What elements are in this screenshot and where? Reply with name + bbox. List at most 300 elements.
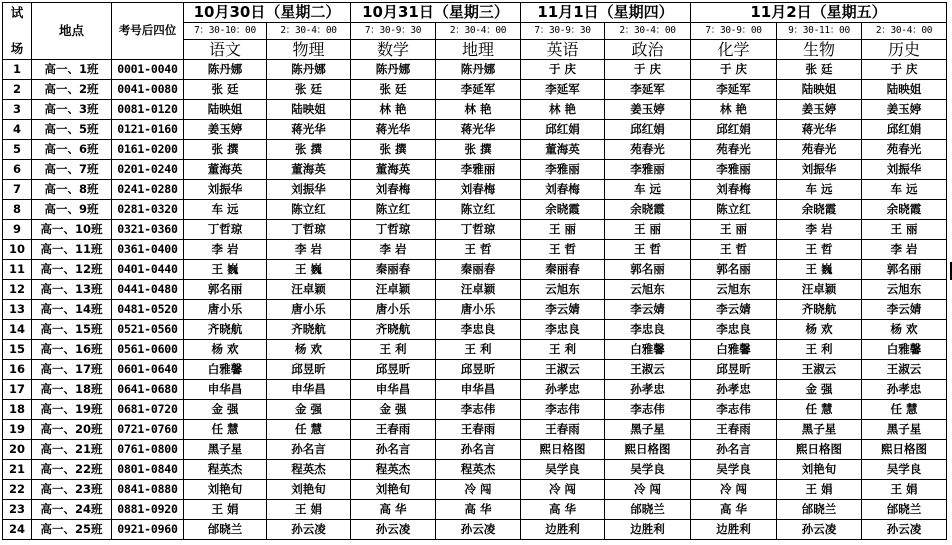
proctor-cell: 李雅丽 xyxy=(436,160,521,180)
proctor-cell: 刘艳旬 xyxy=(184,480,267,500)
proctor-cell: 程英杰 xyxy=(436,460,521,480)
proctor-cell: 冷 闯 xyxy=(521,480,605,500)
proctor-cell: 云旭东 xyxy=(862,280,947,300)
proctor-cell: 王春雨 xyxy=(521,420,605,440)
exam-range-cell: 0921-0960 xyxy=(112,520,184,540)
room-number-cell: 6 xyxy=(3,160,32,180)
exam-range-cell: 0601-0640 xyxy=(112,360,184,380)
session-time: 2：30-4：00 xyxy=(862,23,947,40)
proctor-cell: 程英杰 xyxy=(267,460,351,480)
exam-range-cell: 0241-0280 xyxy=(112,180,184,200)
proctor-cell: 陈丹娜 xyxy=(351,60,436,80)
location-cell: 高一、11班 xyxy=(32,240,112,260)
table-row xyxy=(3,140,947,160)
proctor-cell: 李 岩 xyxy=(862,240,947,260)
table-row xyxy=(3,300,947,320)
location-cell: 高一、17班 xyxy=(32,360,112,380)
proctor-cell: 李 岩 xyxy=(267,240,351,260)
proctor-cell: 张 撰 xyxy=(267,140,351,160)
proctor-cell: 张 廷 xyxy=(184,80,267,100)
proctor-cell: 高 华 xyxy=(436,500,521,520)
proctor-cell: 冷 闯 xyxy=(605,480,691,500)
proctor-cell: 蒋光华 xyxy=(777,120,862,140)
proctor-cell: 李忠良 xyxy=(605,320,691,340)
proctor-cell: 王淑云 xyxy=(777,360,862,380)
proctor-cell: 孙孝忠 xyxy=(691,380,777,400)
room-number-cell: 17 xyxy=(3,380,32,400)
session-time: 2：30-4：00 xyxy=(436,23,521,40)
table-row xyxy=(3,80,947,100)
proctor-cell: 高 华 xyxy=(351,500,436,520)
proctor-cell: 郭名丽 xyxy=(184,280,267,300)
proctor-cell: 云旭东 xyxy=(605,280,691,300)
proctor-cell: 申华昌 xyxy=(184,380,267,400)
proctor-cell: 吴学良 xyxy=(691,460,777,480)
exam-range-cell: 0521-0560 xyxy=(112,320,184,340)
proctor-cell: 丁哲琼 xyxy=(267,220,351,240)
exam-range-cell: 0641-0680 xyxy=(112,380,184,400)
proctor-cell: 车 远 xyxy=(605,180,691,200)
header-room-number: 试 场 xyxy=(3,3,32,60)
proctor-cell: 邰晓兰 xyxy=(605,500,691,520)
proctor-cell: 李云婧 xyxy=(862,300,947,320)
exam-range-cell: 0041-0080 xyxy=(112,80,184,100)
proctor-cell: 林 艳 xyxy=(521,100,605,120)
proctor-cell: 白雅馨 xyxy=(605,340,691,360)
proctor-cell: 齐晓航 xyxy=(777,300,862,320)
table-row xyxy=(3,500,947,520)
header-date-day2: 10月31日（星期三） xyxy=(351,3,521,23)
proctor-cell: 邰晓兰 xyxy=(862,500,947,520)
proctor-cell: 唐小乐 xyxy=(267,300,351,320)
proctor-cell: 李志伟 xyxy=(436,400,521,420)
proctor-cell: 李志伟 xyxy=(521,400,605,420)
proctor-cell: 刘艳旬 xyxy=(267,480,351,500)
exam-range-cell: 0161-0200 xyxy=(112,140,184,160)
location-cell: 高一、12班 xyxy=(32,260,112,280)
table-row xyxy=(3,400,947,420)
session-subject: 历史 xyxy=(862,40,947,60)
proctor-cell: 陈丹娜 xyxy=(267,60,351,80)
proctor-cell: 孙名言 xyxy=(351,440,436,460)
proctor-cell: 李雅丽 xyxy=(521,160,605,180)
proctor-cell: 李云婧 xyxy=(605,300,691,320)
proctor-cell: 熙日格图 xyxy=(777,440,862,460)
location-cell: 高一、23班 xyxy=(32,480,112,500)
location-cell: 高一、9班 xyxy=(32,200,112,220)
proctor-cell: 余晓霞 xyxy=(521,200,605,220)
proctor-cell: 边胜利 xyxy=(691,520,777,540)
session-subject: 英语 xyxy=(521,40,605,60)
room-number-cell: 23 xyxy=(3,500,32,520)
header-date-day1: 10月30日（星期二） xyxy=(184,3,351,23)
proctor-cell: 余晓霞 xyxy=(862,200,947,220)
proctor-cell: 白雅馨 xyxy=(862,340,947,360)
exam-range-cell: 0201-0240 xyxy=(112,160,184,180)
proctor-cell: 王 娟 xyxy=(267,500,351,520)
session-time: 9：30-11：00 xyxy=(777,23,862,40)
proctor-cell: 王 哲 xyxy=(521,240,605,260)
proctor-cell: 王 哲 xyxy=(777,240,862,260)
proctor-cell: 车 远 xyxy=(862,180,947,200)
proctor-cell: 姜玉婷 xyxy=(184,120,267,140)
proctor-cell: 黑子星 xyxy=(862,420,947,440)
table-row xyxy=(3,240,947,260)
proctor-cell: 孙云凌 xyxy=(436,520,521,540)
room-number-cell: 7 xyxy=(3,180,32,200)
session-subject: 语文 xyxy=(184,40,267,60)
proctor-cell: 王 丽 xyxy=(862,220,947,240)
proctor-cell: 熙日格图 xyxy=(605,440,691,460)
location-cell: 高一、22班 xyxy=(32,460,112,480)
exam-range-cell: 0801-0840 xyxy=(112,460,184,480)
exam-range-cell: 0681-0720 xyxy=(112,400,184,420)
proctor-cell: 秦丽春 xyxy=(351,260,436,280)
proctor-cell: 杨 欢 xyxy=(267,340,351,360)
proctor-cell: 孙孝忠 xyxy=(521,380,605,400)
location-cell: 高一、1班 xyxy=(32,60,112,80)
proctor-cell: 唐小乐 xyxy=(436,300,521,320)
proctor-cell: 程英杰 xyxy=(184,460,267,480)
proctor-cell: 张 廷 xyxy=(777,60,862,80)
location-cell: 高一、15班 xyxy=(32,320,112,340)
proctor-cell: 熙日格图 xyxy=(521,440,605,460)
proctor-cell: 李 岩 xyxy=(351,240,436,260)
proctor-cell: 刘振华 xyxy=(184,180,267,200)
proctor-cell: 王 巍 xyxy=(777,260,862,280)
location-cell: 高一、13班 xyxy=(32,280,112,300)
room-number-cell: 10 xyxy=(3,240,32,260)
location-cell: 高一、5班 xyxy=(32,120,112,140)
room-number-cell: 16 xyxy=(3,360,32,380)
proctor-cell: 杨 欢 xyxy=(862,320,947,340)
exam-range-cell: 0841-0880 xyxy=(112,480,184,500)
proctor-cell: 王 利 xyxy=(777,340,862,360)
proctor-cell: 车 远 xyxy=(777,180,862,200)
proctor-cell: 任 慧 xyxy=(777,400,862,420)
location-cell: 高一、7班 xyxy=(32,160,112,180)
proctor-cell: 李忠良 xyxy=(691,320,777,340)
proctor-cell: 邱红娟 xyxy=(605,120,691,140)
room-number-cell: 19 xyxy=(3,420,32,440)
proctor-cell: 王春雨 xyxy=(351,420,436,440)
proctor-cell: 王 利 xyxy=(521,340,605,360)
exam-proctor-schedule-table xyxy=(2,2,947,540)
table-row xyxy=(3,440,947,460)
room-number-cell: 15 xyxy=(3,340,32,360)
proctor-cell: 汪卓颖 xyxy=(351,280,436,300)
proctor-cell: 孙云凌 xyxy=(351,520,436,540)
session-time: 2：30-4：00 xyxy=(267,23,351,40)
proctor-cell: 王 娟 xyxy=(862,480,947,500)
room-number-cell: 4 xyxy=(3,120,32,140)
header-location: 地点 xyxy=(32,3,112,60)
proctor-cell: 余晓霞 xyxy=(777,200,862,220)
location-cell: 高一、16班 xyxy=(32,340,112,360)
exam-range-cell: 0881-0920 xyxy=(112,500,184,520)
proctor-cell: 李延军 xyxy=(436,80,521,100)
proctor-cell: 李云婧 xyxy=(691,300,777,320)
proctor-cell: 汪卓颖 xyxy=(436,280,521,300)
session-time: 7：30-9：30 xyxy=(351,23,436,40)
proctor-cell: 王淑云 xyxy=(605,360,691,380)
session-subject: 政治 xyxy=(605,40,691,60)
table-row xyxy=(3,120,947,140)
location-cell: 高一、24班 xyxy=(32,500,112,520)
location-cell: 高一、8班 xyxy=(32,180,112,200)
header-row-dates xyxy=(3,3,947,23)
table-row xyxy=(3,260,947,280)
proctor-cell: 邱昱昕 xyxy=(351,360,436,380)
room-number-cell: 9 xyxy=(3,220,32,240)
proctor-cell: 边胜利 xyxy=(521,520,605,540)
proctor-cell: 高 华 xyxy=(521,500,605,520)
session-subject: 生物 xyxy=(777,40,862,60)
proctor-cell: 金 强 xyxy=(351,400,436,420)
proctor-cell: 王 丽 xyxy=(521,220,605,240)
proctor-cell: 任 慧 xyxy=(267,420,351,440)
proctor-cell: 黑子星 xyxy=(605,420,691,440)
proctor-cell: 金 强 xyxy=(777,380,862,400)
room-number-cell: 18 xyxy=(3,400,32,420)
proctor-cell: 任 慧 xyxy=(862,400,947,420)
room-number-cell: 24 xyxy=(3,520,32,540)
proctor-cell: 苑春光 xyxy=(777,140,862,160)
proctor-cell: 陈丹娜 xyxy=(436,60,521,80)
location-cell: 高一、20班 xyxy=(32,420,112,440)
table-row xyxy=(3,320,947,340)
proctor-cell: 张 廷 xyxy=(351,80,436,100)
session-time: 7：30-9：00 xyxy=(691,23,777,40)
session-time: 2：30-4：00 xyxy=(605,23,691,40)
location-cell: 高一、10班 xyxy=(32,220,112,240)
proctor-cell: 孙名言 xyxy=(691,440,777,460)
proctor-cell: 陈立红 xyxy=(691,200,777,220)
exam-range-cell: 0761-0800 xyxy=(112,440,184,460)
proctor-cell: 王 利 xyxy=(436,340,521,360)
proctor-cell: 李云婧 xyxy=(521,300,605,320)
room-number-cell: 8 xyxy=(3,200,32,220)
proctor-cell: 齐晓航 xyxy=(351,320,436,340)
proctor-cell: 孙孝忠 xyxy=(605,380,691,400)
proctor-cell: 李延军 xyxy=(521,80,605,100)
proctor-cell: 申华昌 xyxy=(267,380,351,400)
proctor-cell: 邱红娟 xyxy=(691,120,777,140)
header-date-day4: 11月2日（星期五） xyxy=(691,3,947,23)
proctor-cell: 李 岩 xyxy=(184,240,267,260)
table-row xyxy=(3,100,947,120)
proctor-cell: 程英杰 xyxy=(351,460,436,480)
proctor-cell: 秦丽春 xyxy=(521,260,605,280)
table-row xyxy=(3,420,947,440)
location-cell: 高一、25班 xyxy=(32,520,112,540)
table-row xyxy=(3,60,947,80)
proctor-cell: 黑子星 xyxy=(777,420,862,440)
proctor-cell: 李志伟 xyxy=(605,400,691,420)
proctor-cell: 金 强 xyxy=(184,400,267,420)
proctor-cell: 苑春光 xyxy=(691,140,777,160)
table-row xyxy=(3,520,947,540)
proctor-cell: 董海英 xyxy=(184,160,267,180)
proctor-cell: 陆映姐 xyxy=(862,80,947,100)
proctor-cell: 陈丹娜 xyxy=(184,60,267,80)
proctor-cell: 王春雨 xyxy=(691,420,777,440)
table-row xyxy=(3,460,947,480)
proctor-cell: 王淑云 xyxy=(862,360,947,380)
proctor-cell: 陈立红 xyxy=(267,200,351,220)
proctor-cell: 刘春梅 xyxy=(436,180,521,200)
proctor-cell: 陆映姐 xyxy=(184,100,267,120)
proctor-cell: 任 慧 xyxy=(184,420,267,440)
proctor-cell: 王 丽 xyxy=(691,220,777,240)
proctor-cell: 邱红娟 xyxy=(862,120,947,140)
location-cell: 高一、6班 xyxy=(32,140,112,160)
header-exam-number: 考号后四位 xyxy=(112,3,184,60)
proctor-cell: 蒋光华 xyxy=(351,120,436,140)
proctor-cell: 于 庆 xyxy=(605,60,691,80)
exam-range-cell: 0321-0360 xyxy=(112,220,184,240)
proctor-cell: 李延军 xyxy=(691,80,777,100)
proctor-cell: 李 岩 xyxy=(777,220,862,240)
proctor-cell: 车 远 xyxy=(184,200,267,220)
location-cell: 高一、18班 xyxy=(32,380,112,400)
proctor-cell: 郭名丽 xyxy=(862,260,947,280)
proctor-cell: 汪卓颖 xyxy=(267,280,351,300)
exam-range-cell: 0281-0320 xyxy=(112,200,184,220)
location-cell: 高一、2班 xyxy=(32,80,112,100)
proctor-cell: 王 丽 xyxy=(605,220,691,240)
proctor-cell: 杨 欢 xyxy=(184,340,267,360)
proctor-cell: 申华昌 xyxy=(436,380,521,400)
proctor-cell: 李延军 xyxy=(605,80,691,100)
proctor-cell: 林 艳 xyxy=(436,100,521,120)
proctor-cell: 蒋光华 xyxy=(436,120,521,140)
proctor-cell: 申华昌 xyxy=(351,380,436,400)
proctor-cell: 王 哲 xyxy=(436,240,521,260)
room-number-cell: 5 xyxy=(3,140,32,160)
proctor-cell: 陈立红 xyxy=(351,200,436,220)
proctor-cell: 丁哲琼 xyxy=(351,220,436,240)
proctor-cell: 李雅丽 xyxy=(605,160,691,180)
proctor-cell: 白雅馨 xyxy=(184,360,267,380)
proctor-cell: 熙日格图 xyxy=(862,440,947,460)
table-row xyxy=(3,360,947,380)
session-subject: 数学 xyxy=(351,40,436,60)
room-number-cell: 3 xyxy=(3,100,32,120)
proctor-cell: 冷 闯 xyxy=(691,480,777,500)
proctor-cell: 刘艳旬 xyxy=(777,460,862,480)
table-row xyxy=(3,340,947,360)
proctor-cell: 王 巍 xyxy=(184,260,267,280)
table-row xyxy=(3,220,947,240)
room-number-cell: 13 xyxy=(3,300,32,320)
proctor-cell: 陈立红 xyxy=(436,200,521,220)
session-subject: 化学 xyxy=(691,40,777,60)
proctor-cell: 李雅丽 xyxy=(691,160,777,180)
proctor-cell: 邰晓兰 xyxy=(777,500,862,520)
proctor-cell: 丁哲琼 xyxy=(184,220,267,240)
proctor-cell: 孙云凌 xyxy=(267,520,351,540)
proctor-cell: 余晓霞 xyxy=(605,200,691,220)
exam-range-cell: 0401-0440 xyxy=(112,260,184,280)
exam-range-cell: 0361-0400 xyxy=(112,240,184,260)
proctor-cell: 吴学良 xyxy=(862,460,947,480)
exam-range-cell: 0001-0040 xyxy=(112,60,184,80)
location-cell: 高一、14班 xyxy=(32,300,112,320)
proctor-cell: 王 利 xyxy=(351,340,436,360)
proctor-cell: 蒋光华 xyxy=(267,120,351,140)
proctor-cell: 张 廷 xyxy=(267,80,351,100)
table-row xyxy=(3,200,947,220)
proctor-cell: 刘春梅 xyxy=(691,180,777,200)
proctor-cell: 刘振华 xyxy=(267,180,351,200)
proctor-cell: 邱红娟 xyxy=(521,120,605,140)
proctor-cell: 吴学良 xyxy=(605,460,691,480)
room-number-cell: 1 xyxy=(3,60,32,80)
proctor-cell: 金 强 xyxy=(267,400,351,420)
proctor-cell: 于 庆 xyxy=(521,60,605,80)
room-number-cell: 21 xyxy=(3,460,32,480)
proctor-cell: 孙名言 xyxy=(267,440,351,460)
proctor-cell: 李忠良 xyxy=(521,320,605,340)
location-cell: 高一、21班 xyxy=(32,440,112,460)
proctor-cell: 孙名言 xyxy=(436,440,521,460)
room-number-cell: 11 xyxy=(3,260,32,280)
proctor-cell: 于 庆 xyxy=(691,60,777,80)
location-cell: 高一、19班 xyxy=(32,400,112,420)
proctor-cell: 苑春光 xyxy=(605,140,691,160)
proctor-cell: 刘春梅 xyxy=(521,180,605,200)
session-time: 7：30-9：30 xyxy=(521,23,605,40)
proctor-cell: 冷 闯 xyxy=(436,480,521,500)
proctor-cell: 郭名丽 xyxy=(605,260,691,280)
proctor-cell: 王 巍 xyxy=(267,260,351,280)
proctor-cell: 孙孝忠 xyxy=(862,380,947,400)
proctor-cell: 林 艳 xyxy=(351,100,436,120)
proctor-cell: 云旭东 xyxy=(521,280,605,300)
proctor-cell: 王 哲 xyxy=(691,240,777,260)
proctor-cell: 秦丽春 xyxy=(436,260,521,280)
proctor-cell: 郭名丽 xyxy=(691,260,777,280)
proctor-cell: 邱昱昕 xyxy=(267,360,351,380)
table-row xyxy=(3,280,947,300)
session-time: 7：30-10：00 xyxy=(184,23,267,40)
proctor-cell: 唐小乐 xyxy=(184,300,267,320)
proctor-cell: 苑春光 xyxy=(862,140,947,160)
proctor-cell: 于 庆 xyxy=(862,60,947,80)
proctor-cell: 唐小乐 xyxy=(351,300,436,320)
proctor-cell: 王 娟 xyxy=(184,500,267,520)
proctor-cell: 张 撰 xyxy=(351,140,436,160)
proctor-cell: 姜玉婷 xyxy=(862,100,947,120)
proctor-cell: 孙云凌 xyxy=(777,520,862,540)
room-number-cell: 12 xyxy=(3,280,32,300)
proctor-cell: 汪卓颖 xyxy=(777,280,862,300)
room-number-cell: 22 xyxy=(3,480,32,500)
proctor-cell: 王淑云 xyxy=(521,360,605,380)
exam-range-cell: 0721-0760 xyxy=(112,420,184,440)
proctor-cell: 杨 欢 xyxy=(777,320,862,340)
proctor-cell: 李忠良 xyxy=(436,320,521,340)
proctor-cell: 陆映姐 xyxy=(267,100,351,120)
proctor-cell: 刘艳旬 xyxy=(351,480,436,500)
proctor-cell: 邰晓兰 xyxy=(184,520,267,540)
proctor-cell: 黑子星 xyxy=(184,440,267,460)
proctor-cell: 陆映姐 xyxy=(777,80,862,100)
session-subject: 物理 xyxy=(267,40,351,60)
room-number-cell: 20 xyxy=(3,440,32,460)
proctor-cell: 白雅馨 xyxy=(691,340,777,360)
